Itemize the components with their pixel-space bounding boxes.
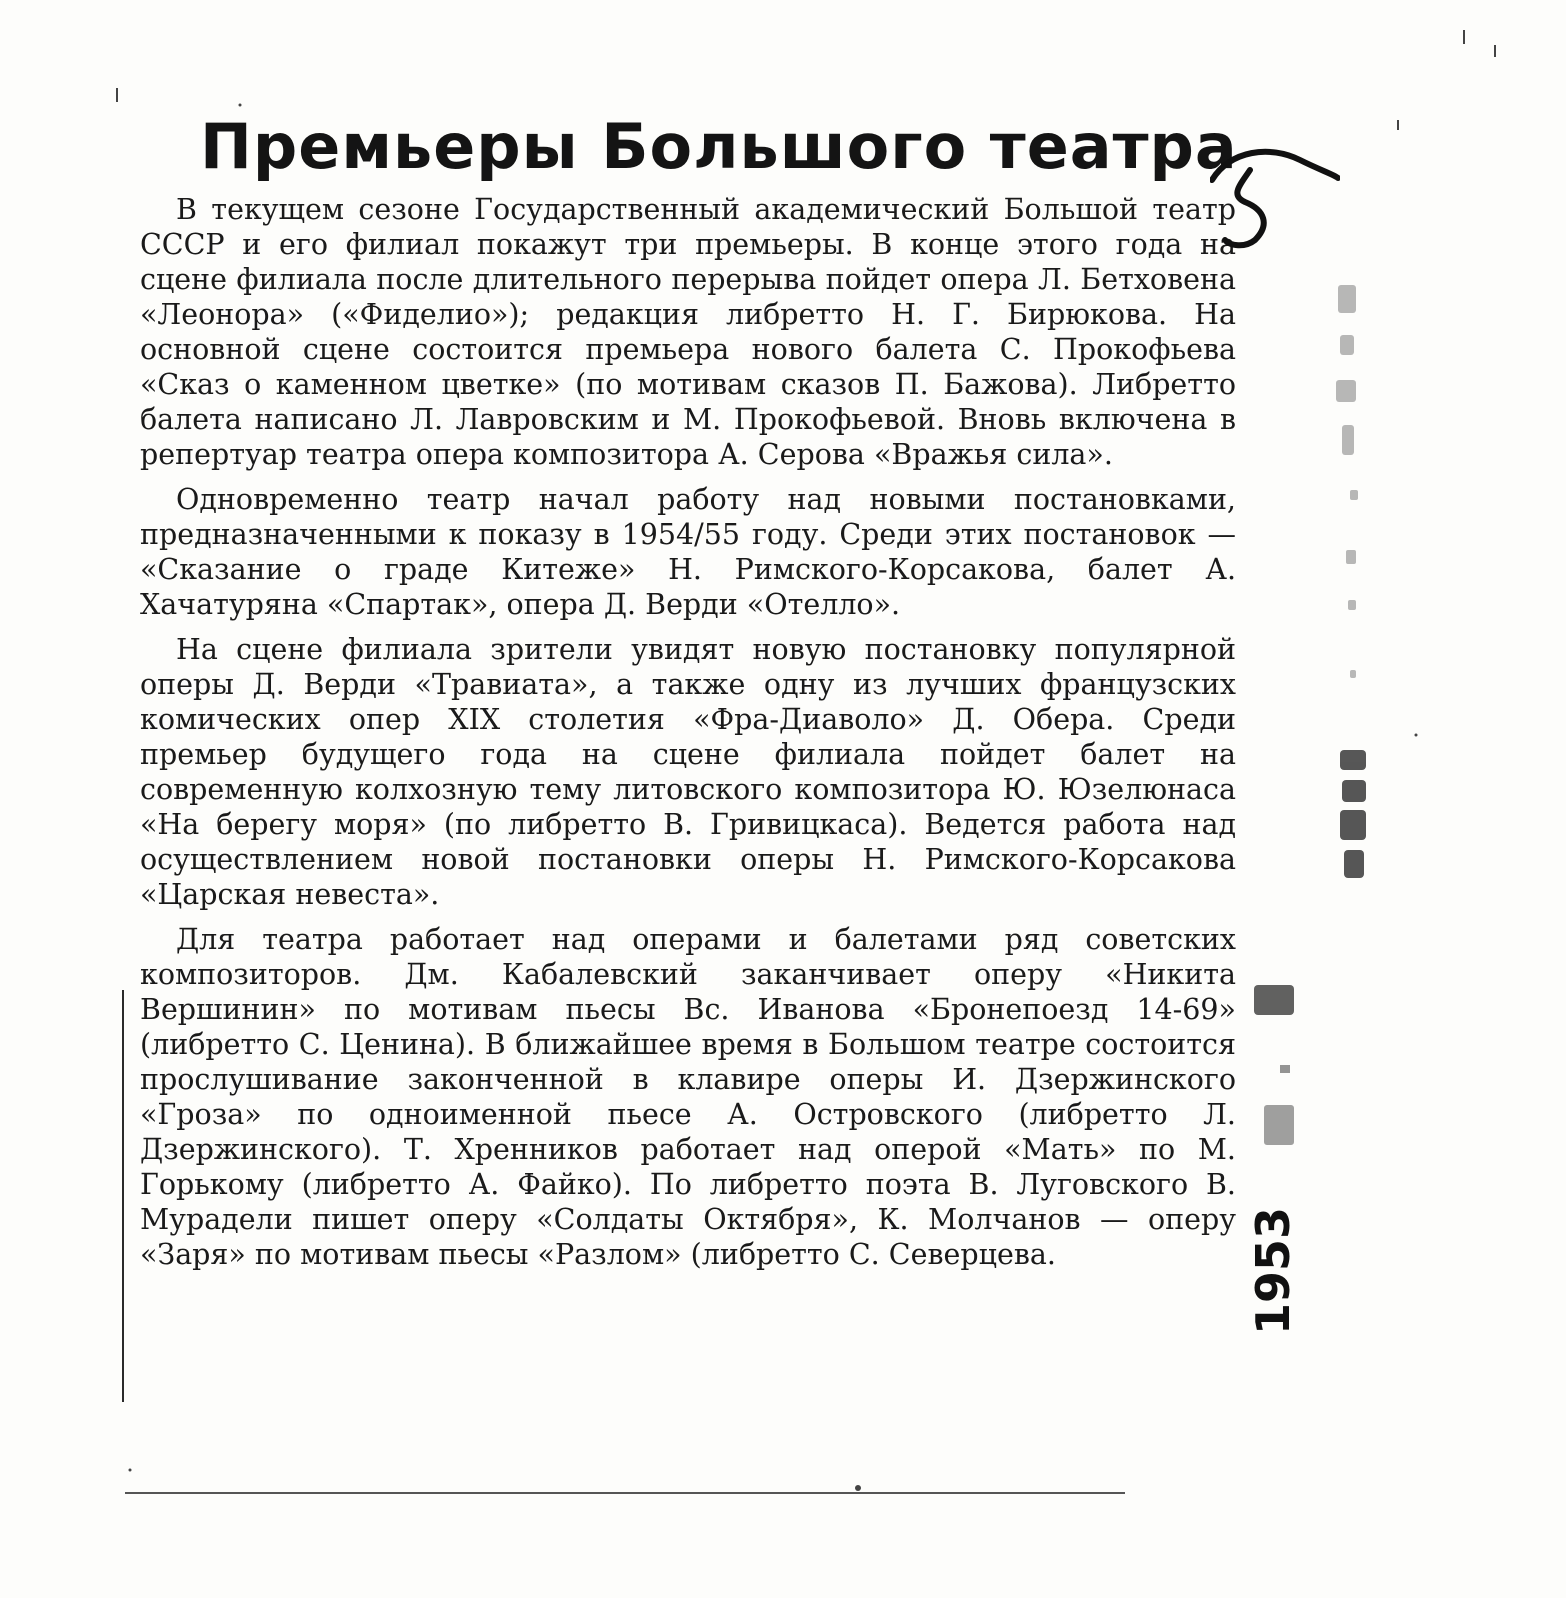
stamp-marks — [1244, 975, 1324, 1375]
paragraph-4: Для театра работает над операми и балетами ряд советских композиторов. Дм. Кабалевский заканчивает оперу «Никита Вершинин» по мотивам пьесы Вс. Иванова «Бронепоезд 14-69» (либретто С. Ценина). В ближайшее время в Большом театре состоится прослушивание законченной в клавире оперы И. Дзержинского «Гроза» по одноименной пьесе А. Островского (либретто Л. Дзержинского). Т. Хренников работает над оперой «Мать» по М. Горькому (либретто А. Файко). По либретто поэта В. Луговского В. Мурадели пишет оперу «Солдаты Октября», К. Молчанов — оперу «Заря» по мотивам пьесы «Разлом» (либретто С. Северцева. — [140, 923, 1236, 1271]
archive-stamp — [1244, 975, 1324, 1375]
handwritten-scribble — [1210, 140, 1340, 250]
paragraph-2: Одновременно театр начал работу над новыми постановками, предназначенными к показу в 1954/55 году. Среди этих постановок — «Сказание о граде Китеже» Н. Римского-Корсакова, балет А. Хачатуряна «Спартак», опера Д. Верди «Отелло». — [140, 483, 1236, 621]
left-column-rule — [122, 990, 124, 1402]
margin-bleed-marks — [1320, 280, 1410, 900]
article-body — [140, 192, 1236, 1282]
article-title: Премьеры Большого театра — [200, 110, 1238, 183]
paragraph-1: В текущем сезоне Государственный академический Большой театр СССР и его филиал покажут три премьеры. В конце этого года на сцене филиала после длительного перерыва пойдет опера Л. Бетховена «Леонора» («Фиделио»); редакция либретто Н. Г. Бирюкова. На основной сцене состоится премьера нового балета С. Прокофьева «Сказ о каменном цветке» (по мотивам сказов П. Бажова). Либретто балета написано Л. Лавровским и М. Прокофьевой. Вновь включена в репертуар театра опера композитора А. Серова «Вражья сила». — [140, 193, 1236, 471]
paragraph-3: На сцене филиала зрители увидят новую постановку популярной оперы Д. Верди «Травиата», а также одну из лучших французских комических опер XIX столетия «Фра-Диаволо» Д. Обера. Среди премьер будущего года на сцене филиала пойдет балет на современную колхозную тему литовского композитора Ю. Юзелюнаса «На берегу моря» (по либретто В. Гривицкаса). Ведется работа над осуществлением новой постановки оперы Н. Римского-Корсакова «Царская невеста». — [140, 633, 1236, 911]
stamp-year: 1953 — [1246, 1206, 1300, 1335]
bottom-cut-line — [125, 1492, 1125, 1494]
